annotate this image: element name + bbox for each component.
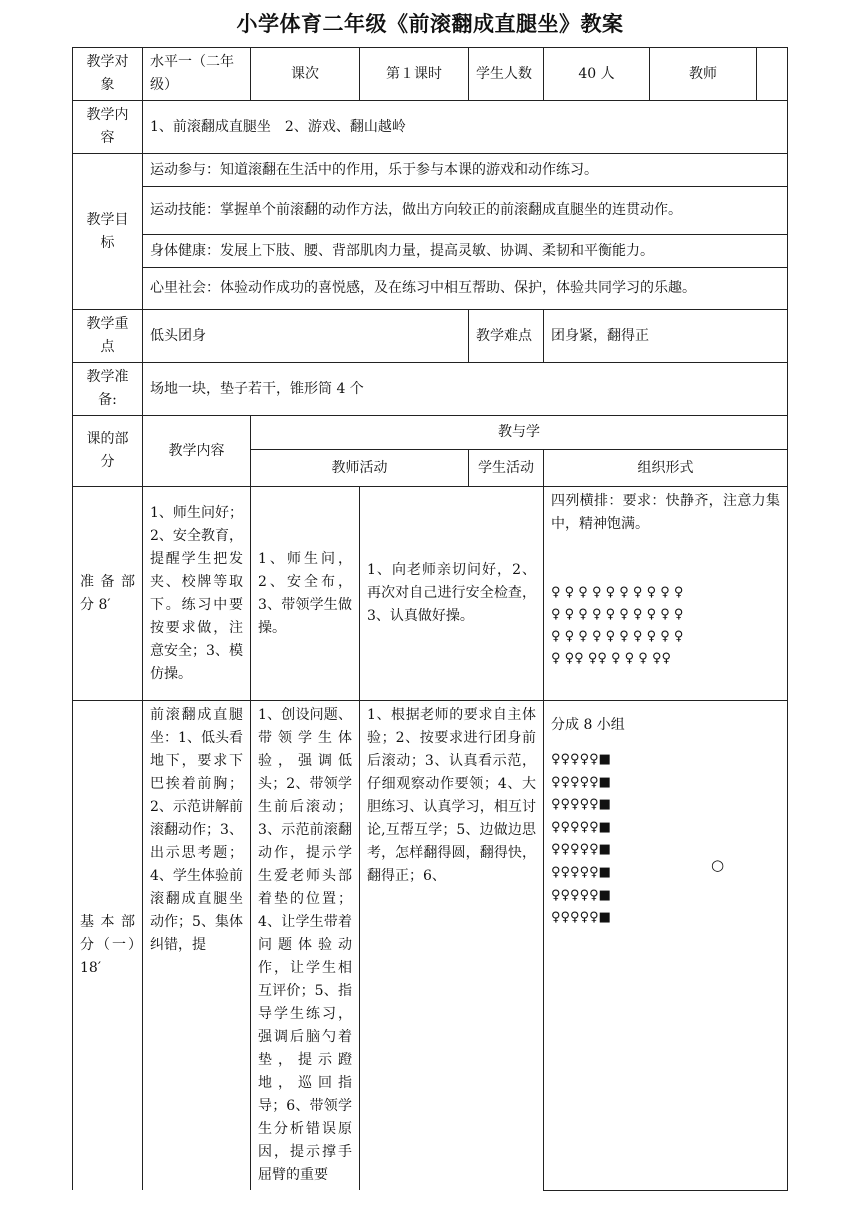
group-row: ♀♀♀♀♀■: [551, 887, 611, 903]
formation-row: ♀ ♀ ♀ ♀ ♀ ♀ ♀ ♀ ♀ ♀: [551, 607, 684, 622]
col-part: 课的部分: [73, 416, 143, 487]
goal-item: 心里社会：体验动作成功的喜悦感，及在练习中相互帮助、保护，体验共同学习的乐趣。: [143, 268, 788, 310]
page-title: 小学体育二年级《前滚翻成直腿坐》教案: [236, 12, 624, 36]
col-student: 学生活动: [469, 450, 544, 487]
group-row: ♀♀♀♀♀■: [551, 842, 611, 858]
section-content: 1、师生问好；2、安全教育，提醒学生把发夹、校牌等取下。练习中要按要求做，注意安全；3、模仿操。: [143, 487, 251, 701]
students-value: 40 人: [544, 48, 650, 101]
section-student: 1、向老师亲切问好，2、再次对自己进行安全检查，3、认真做好操。: [360, 487, 544, 701]
group-row: ♀♀♀♀♀■: [551, 752, 611, 767]
difficulty-label: 教学难点: [469, 310, 544, 363]
goal-item: 运动参与：知道滚翻在生活中的作用，乐于参与本课的游戏和动作练习。: [143, 154, 788, 187]
section-content: 前滚翻成直腿坐：1、低头看地下，要求下巴挨着前胸；2、示范讲解前滚翻动作；3、出示思考题；4、学生体验前滚翻成直腿坐动作；5、集体纠错，提: [143, 701, 251, 1191]
lesson-label: 课次: [251, 48, 360, 101]
teacher-value: [757, 48, 788, 101]
group-row: ♀♀♀♀♀■: [551, 797, 611, 813]
section-student: 1、根据老师的要求自主体验；2、按要求进行团身前后滚动；3、认真看示范，仔细观察动作要领；4、大胆练习、认真学习，相互讨论,互帮互学；5、边做边思考，怎样翻得圆，翻得快，翻得正；6、: [360, 701, 544, 1191]
lesson-value: 第１课时: [360, 48, 469, 101]
lesson-plan-table: [72, 47, 788, 1191]
object-label: 教学对象: [73, 48, 143, 101]
content-value: 1、前滚翻成直腿坐 2、游戏、翻山越岭: [143, 101, 788, 154]
col-teacher: 教师活动: [251, 450, 469, 487]
focus-label: 教学重点: [73, 310, 143, 363]
col-teach-learn: 教与学: [251, 416, 788, 450]
section-organization: [544, 701, 788, 1191]
formation-row: ♀ ♀♀ ♀♀ ♀ ♀ ♀ ♀♀: [551, 651, 672, 666]
goal-item: 身体健康：发展上下肢、腰、背部肌肉力量，提高灵敏、协调、柔韧和平衡能力。: [143, 235, 788, 268]
formation-row: ♀ ♀ ♀ ♀ ♀ ♀ ♀ ♀ ♀ ♀: [551, 629, 684, 644]
col-content: 教学内容: [143, 416, 251, 487]
group-row: ♀♀♀♀♀■: [551, 819, 611, 835]
goal-item: 运动技能：掌握单个前滚翻的动作方法，做出方向较正的前滚翻成直腿坐的连贯动作。: [143, 187, 788, 235]
section-teacher: 1、创设问题、带领学生体验，强调低头；2、带领学生前后滚动；3、示范前滚翻动作，提示学生爱老师头部着垫的位置；4、让学生带着问题体验动作，让学生相互评价；5、指导学生练习，强调后脑勺着垫，提示蹬地，巡回指导；6、带领学生分析错误原因，提示撑手屈臂的重要: [251, 701, 360, 1191]
difficulty-value: 团身紧，翻得正: [544, 310, 788, 363]
teacher-label: 教师: [650, 48, 757, 101]
org-text: 分成 8 小组: [551, 717, 625, 733]
col-org: 组织形式: [544, 450, 788, 487]
formation-row: ♀ ♀ ♀ ♀ ♀ ♀ ♀ ♀ ♀ ♀: [551, 585, 684, 600]
group-row: ♀♀♀♀♀■: [551, 910, 611, 926]
prep-label: 教学准备:: [73, 363, 143, 416]
group-row: ♀♀♀♀♀■: [551, 774, 611, 790]
teacher-position-mark: ○: [711, 856, 725, 874]
prep-value: 场地一块，垫子若干，锥形筒 4 个: [143, 363, 788, 416]
formation-rows: [551, 582, 780, 670]
group-row: ♀♀♀♀♀■: [551, 864, 611, 880]
section-organization: [544, 487, 788, 701]
students-label: 学生人数: [469, 48, 544, 101]
org-text: 四列横排：要求：快静齐，注意力集中，精神饱满。: [551, 493, 780, 532]
section-part: 准备部分 8′: [73, 487, 143, 701]
content-label: 教学内容: [73, 101, 143, 154]
section-part: 基本部分（一）18′: [73, 701, 143, 1191]
focus-value: 低头团身: [143, 310, 469, 363]
section-teacher: 1、师生问，2、安全布，3、带领学生做操。: [251, 487, 360, 701]
group-formation: [551, 749, 780, 959]
goals-label: 教学目标: [73, 154, 143, 310]
object-value: 水平一（二年级）: [143, 48, 251, 101]
